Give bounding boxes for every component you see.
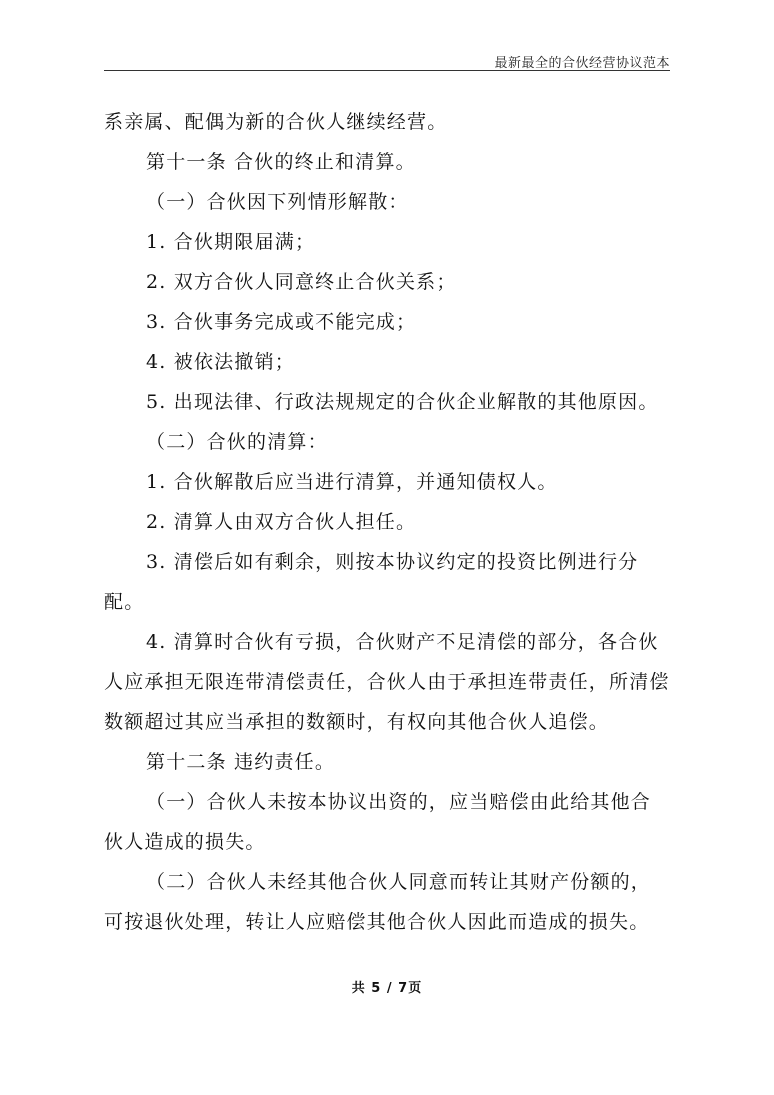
paragraph: （一）合伙人未按本协议出资的，应当赔偿由此给其他合伙人造成的损失。: [104, 791, 652, 853]
list-item: 4. 被依法撤销；: [146, 351, 295, 373]
section-heading: （一）合伙因下列情形解散：: [146, 191, 409, 213]
document-body: [104, 102, 670, 942]
running-header: 最新最全的合伙经营协议范本: [494, 56, 670, 71]
header-rule: [104, 70, 670, 71]
list-item: 1. 合伙期限届满；: [146, 231, 316, 253]
list-item: 5. 出现法律、行政法规规定的合伙企业解散的其他原因。: [146, 391, 659, 413]
list-item: 2. 双方合伙人同意终止合伙关系；: [146, 271, 457, 293]
article-heading: 第十一条 合伙的终止和清算。: [146, 151, 416, 173]
paragraph: 系亲属、配偶为新的合伙人继续经营。: [104, 111, 448, 133]
list-item: 3. 合伙事务完成或不能完成；: [146, 311, 417, 333]
section-heading: （二）合伙的清算：: [146, 431, 328, 453]
page-number: 共 5 / 7页: [351, 981, 423, 996]
list-item: 1. 合伙解散后应当进行清算，并通知债权人。: [146, 471, 558, 493]
paragraph: （二）合伙人未经其他合伙人同意而转让其财产份额的，可按退伙处理，转让人应赔偿其他合伙人因此而造成的损失。: [104, 871, 652, 933]
list-item: 2. 清算人由双方合伙人担任。: [146, 511, 417, 533]
article-heading: 第十二条 违约责任。: [146, 751, 336, 773]
list-item: 4. 清算时合伙有亏损，合伙财产不足清偿的部分，各合伙人应承担无限连带清偿责任，合伙人由于承担连带责任，所清偿数额超过其应当承担的数额时，有权向其他合伙人追偿。: [104, 631, 670, 733]
list-item: 3. 清偿后如有剩余，则按本协议约定的投资比例进行分配。: [104, 551, 639, 613]
